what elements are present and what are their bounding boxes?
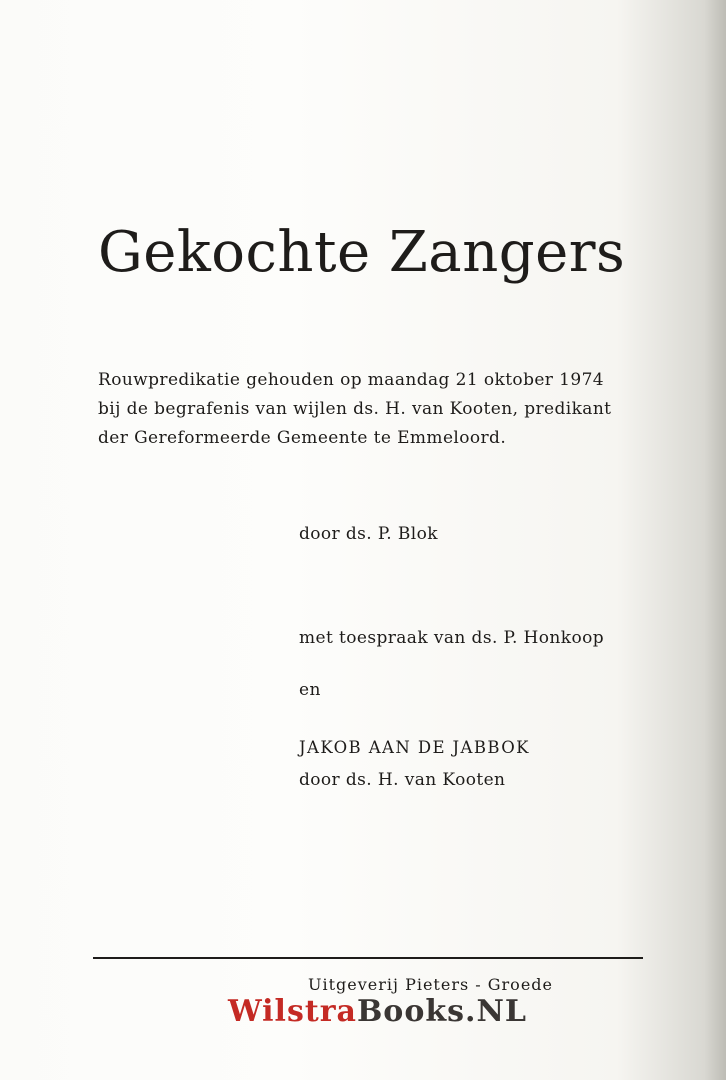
speech-line: met toespraak van ds. P. Honkoop xyxy=(299,628,605,648)
watermark-part-1: Wilstra xyxy=(228,994,357,1029)
watermark-part-2: Books.NL xyxy=(356,994,527,1029)
watermark-logo xyxy=(228,994,527,1029)
divider-rule xyxy=(93,957,643,959)
publisher-line: Uitgeverij Pieters - Groede xyxy=(308,975,553,994)
second-work-title: JAKOB AAN DE JABBOK xyxy=(299,738,530,757)
subtitle-line-2: bij de begrafenis van wijlen ds. H. van Kooten, predikant xyxy=(98,399,612,419)
conjunction-line: en xyxy=(299,680,321,700)
subtitle-block xyxy=(98,366,611,453)
subtitle-line-1: Rouwpredikatie gehouden op maandag 21 oktober 1974 xyxy=(98,370,605,390)
book-title: Gekochte Zangers xyxy=(98,219,626,285)
author-line: door ds. P. Blok xyxy=(299,524,438,544)
subtitle-line-3: der Gereformeerde Gemeente te Emmeloord. xyxy=(98,428,507,448)
second-work-author: door ds. H. van Kooten xyxy=(299,770,506,790)
